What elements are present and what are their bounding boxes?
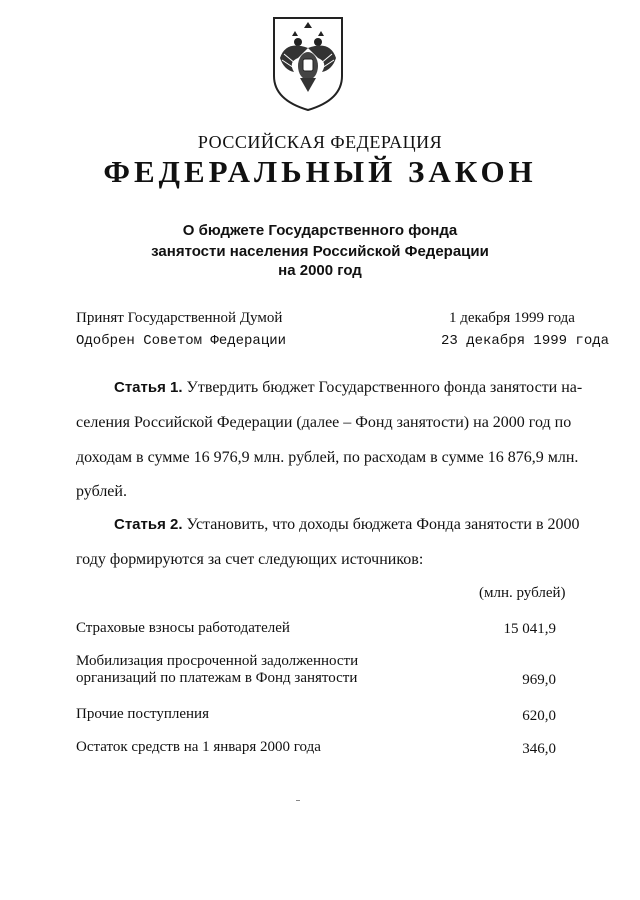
income-row-value: 15 041,9 [503,621,556,637]
article-2-label: Статья 2. [114,516,183,533]
council-approval-label: Одобрен Советом Федерации [76,333,287,349]
income-row-label: Остаток средств на 1 января 2000 года [76,739,321,755]
russian-coat-of-arms-icon [268,14,348,114]
article-1-line: рублей. [76,483,127,500]
duma-adoption-date: 1 декабря 1999 года [449,310,575,326]
page-mark [296,800,300,801]
article-2-text: Установить, что доходы бюджета Фонда занятости в 2000 [186,516,580,533]
article-2-line [114,515,580,535]
income-row-value: 346,0 [522,741,556,757]
duma-adoption-label: Принят Государственной Думой [76,310,283,326]
law-subject-line: занятости населения Российской Федерации [151,243,489,260]
article-2-line: году формируются за счет следующих источников: [76,551,424,568]
article-1-line: доходам в сумме 16 976,9 млн. рублей, по расходам в сумме 16 876,9 млн. [76,449,579,466]
income-row-label: Страховые взносы работодателей [76,620,290,636]
article-1-label: Статья 1. [114,379,183,396]
country-title: РОССИЙСКАЯ ФЕДЕРАЦИЯ [197,132,443,152]
document-type-title: ФЕДЕРАЛЬНЫЙ ЗАКОН [103,154,537,189]
income-row-label: организаций по платежам в Фонд занятости [76,670,358,686]
table-units: (млн. рублей) [479,585,566,601]
article-1-text: Утвердить бюджет Государственного фонда занятости на- [186,379,583,396]
council-approval-date: 23 декабря 1999 года [441,333,610,349]
law-subject-line: О бюджете Государственного фонда [182,222,458,239]
article-1-line: селения Российской Федерации (далее – Фонд занятости) на 2000 год по [76,414,572,431]
income-row-value: 969,0 [522,672,556,688]
income-row-label: Прочие поступления [76,706,209,722]
income-row-label: Мобилизация просроченной задолженности [76,653,359,669]
income-row-value: 620,0 [522,708,556,724]
article-1-line [114,378,582,398]
law-subject-line: на 2000 год [278,262,362,279]
